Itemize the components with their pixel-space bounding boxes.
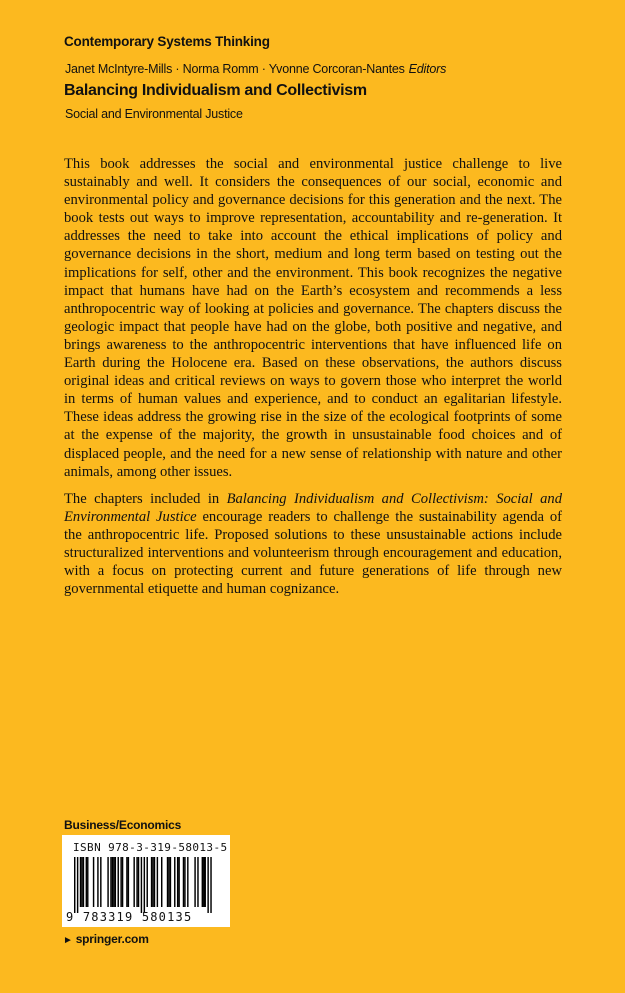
barcode-bar	[93, 857, 94, 907]
barcode-bar	[122, 857, 123, 907]
barcode-bar	[157, 857, 158, 907]
barcode-bar	[152, 857, 153, 907]
barcode-bar	[136, 857, 137, 907]
barcode-bar	[80, 857, 81, 907]
paragraph-2-book-title: Balancing Individualism and Collectivism: Social and Environmental Justice	[64, 490, 562, 525]
barcode-bar	[138, 857, 139, 907]
barcode-bar	[74, 857, 75, 913]
barcode-bar	[184, 857, 185, 907]
paragraph-2-rest: encourage readers to challenge the sustainability agenda of the anthropocentric life. Proposed solutions to these unsustainable actions include structuralized interventions and volunteerism through encouragement and education, with a focus on protecting current and future generations of life through new governmental etiquette and human cognizance.	[64, 508, 562, 598]
paragraph-2-intro: The chapters included in	[64, 490, 227, 507]
barcode-bar	[126, 857, 127, 907]
barcode-bar	[205, 857, 206, 907]
barcode-bar	[120, 857, 121, 907]
barcode-bar	[177, 857, 178, 907]
barcode-bar	[113, 857, 114, 907]
barcode-bar	[203, 857, 204, 907]
barcode-bar	[87, 857, 88, 907]
series-name: Contemporary Systems Thinking	[64, 34, 270, 49]
barcode-bar	[144, 857, 145, 913]
barcode-bar	[81, 857, 82, 907]
barcode-bar	[83, 857, 84, 907]
barcode-bar	[151, 857, 152, 907]
description-paragraph-1: This book addresses the social and environmental justice challenge to live sustainably and well. It considers the consequences of our social, economic and environmental policy and governance decisions for this generation and the next. The book tests out ways to improve representation, accountability and re-generation. It addresses the need to take into account the ethical implications of policy and governance decisions in the short, medium and long term based on testing out the implications for self, other and the environment. This book recognizes the negative impact that humans have had on the Earth’s ecosystem and recommends a less anthropocentric way of looking at policies and governance. The chapters discuss the geologic impact that people have had on the globe, both positive and negative, and brings awareness to the anthropocentric interventions that have influenced life on Earth during the Holocene era. Based on these observations, the authors discuss original ideas and critical reviews on ways to govern those who interpret the world in terms of human values and experience, and to conduct an egalitarian lifestyle. These ideas address the growing rise in the size of the ecological footprints of some at the expense of the majority, the growth in unsustainable food choices and of displaced people, and the need for a new sense of relationship with nature and other animals, among other issues.	[64, 156, 562, 480]
arrow-icon: ►	[63, 935, 73, 946]
editors-role: Editors	[408, 62, 447, 76]
barcode-bar	[133, 857, 134, 907]
barcode-bar	[187, 857, 188, 907]
barcode-bar	[141, 857, 142, 913]
barcode-bar	[210, 857, 211, 913]
barcode-bar	[118, 857, 119, 907]
barcode-bar	[115, 857, 116, 907]
barcode-bar	[167, 857, 168, 907]
publisher-link[interactable]	[63, 932, 149, 946]
barcode-bar	[183, 857, 184, 907]
barcode-bar	[197, 857, 198, 907]
barcode-bar	[178, 857, 179, 907]
isbn-label: ISBN 978-3-319-58013-5	[73, 841, 228, 854]
barcode-bar	[107, 857, 108, 907]
isbn-barcode	[62, 835, 230, 927]
book-description	[64, 155, 562, 607]
subject-category: Business/Economics	[64, 818, 182, 832]
barcode-bar	[97, 857, 98, 907]
barcode-bar	[77, 857, 78, 913]
barcode-bar	[161, 857, 162, 907]
publisher-url[interactable]: springer.com	[75, 932, 149, 946]
description-paragraph-2	[64, 490, 562, 599]
book-subtitle: Social and Environmental Justice	[65, 107, 243, 121]
book-title: Balancing Individualism and Collectivism	[64, 82, 367, 99]
barcode-bar	[110, 857, 111, 907]
barcode-digits: 9 783319 580135	[66, 910, 193, 924]
barcode-bar	[100, 857, 101, 907]
barcode-bar	[154, 857, 155, 907]
barcode-bar	[147, 857, 148, 907]
barcode-bar	[207, 857, 208, 913]
barcode-bar	[128, 857, 129, 907]
editors-line	[65, 62, 446, 76]
barcode-bar	[194, 857, 195, 907]
editor-names: Janet McIntyre-Mills · Norma Romm · Yvonne Corcoran-Nantes	[65, 62, 405, 76]
barcode-bar	[202, 857, 203, 907]
barcode-bar	[170, 857, 171, 907]
barcode-bar	[112, 857, 113, 907]
barcode-bar	[174, 857, 175, 907]
barcode-bar	[168, 857, 169, 907]
barcode-bar	[86, 857, 87, 907]
